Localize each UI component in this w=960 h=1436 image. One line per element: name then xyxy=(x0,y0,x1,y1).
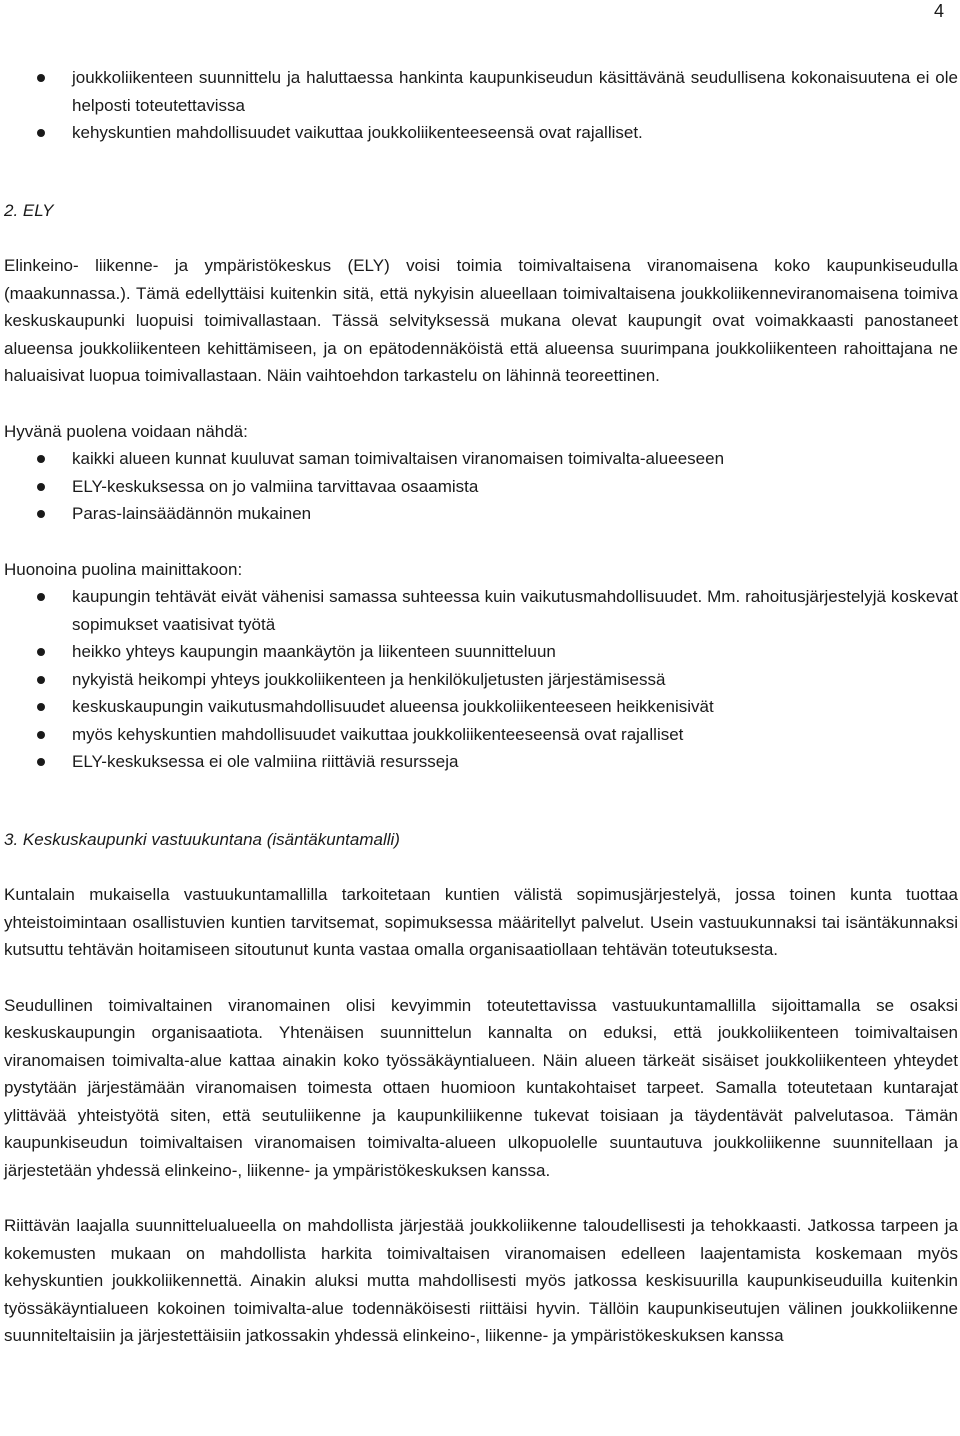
list-item: ELY-keskuksessa on jo valmiina tarvittavaa osaamista xyxy=(4,473,958,501)
bullet-icon xyxy=(37,593,45,601)
bullet-icon xyxy=(37,758,45,766)
section-3-paragraph-1: Kuntalain mukaisella vastuukuntamallilla tarkoitetaan kuntien välistä sopimusjärjestelyä, jossa toinen kunta tuottaa yhteistoimintaan osallistuvien kuntien tarvitsemat, sopimuksessa määritellyt palvelut. Usein vastuukunnaksi tai isäntäkunnaksi kutsuttu tehtävän hoitamiseen sitoutunut kunta vastaa omalla organisaatiollaan tehtävän toteutuksesta. xyxy=(4,885,958,959)
bullet-icon xyxy=(37,455,45,463)
pros-label: Hyvänä puolena voidaan nähdä: xyxy=(4,421,248,441)
section-3-heading: 3. Keskuskaupunki vastuukuntana (isäntäkuntamalli) xyxy=(4,829,400,849)
intro-bullet-list xyxy=(4,64,958,147)
list-item: Paras-lainsäädännön mukainen xyxy=(4,500,958,528)
bullet-icon xyxy=(37,676,45,684)
list-item: nykyistä heikompi yhteys joukkoliikenteen ja henkilökuljetusten järjestämisessä xyxy=(4,666,958,694)
list-item: joukkoliikenteen suunnittelu ja haluttaessa hankinta kaupunkiseudun käsittävänä seudullisena kokonaisuutena ei ole helposti toteutettavissa xyxy=(4,64,958,119)
list-item: kaupungin tehtävät eivät vähenisi samassa suhteessa kuin vaikutusmahdollisuudet. Mm. rahoitusjärjestelyjä koskevat sopimukset vaatisivat työtä xyxy=(4,583,958,638)
document-body xyxy=(4,64,958,1350)
bullet-icon xyxy=(37,648,45,656)
bullet-icon xyxy=(37,483,45,491)
bullet-icon xyxy=(37,129,45,137)
list-item: keskuskaupungin vaikutusmahdollisuudet alueensa joukkoliikenteeseen heikkenisivät xyxy=(4,693,958,721)
list-item: ELY-keskuksessa ei ole valmiina riittäviä resursseja xyxy=(4,748,958,776)
section-2-paragraph: Elinkeino- liikenne- ja ympäristökeskus (ELY) voisi toimia toimivaltaisena viranomaisena koko kaupunkiseudulla (maakunnassa.). Tämä edellyttäisi kuitenkin sitä, että nykyisin alueellaan toimivaltaisena joukkoliikenneviranomaisena toimiva keskuskaupunki luopuisi toimivallastaan. Tässä selvityksessä mukana olevat kaupungit ovat voimakkaasti panostaneet alueensa joukkoliikenteen kehittämiseen, ja on epätodennäköistä että alueensa suurimpana joukkoliikenteen rahoittajana ne haluaisivat luopua toimivallastaan. Näin vaihtoehdon tarkastelu on lähinnä teoreettinen. xyxy=(4,256,958,385)
bullet-icon xyxy=(37,703,45,711)
list-item: kaikki alueen kunnat kuuluvat saman toimivaltaisen viranomaisen toimivalta-alueeseen xyxy=(4,445,958,473)
section-2-heading: 2. ELY xyxy=(4,200,54,220)
bullet-icon xyxy=(37,731,45,739)
section-3-paragraph-3: Riittävän laajalla suunnittelualueella on mahdollista järjestää joukkoliikenne taloudellisesti ja tehokkaasti. Jatkossa tarpeen ja kokemusten mukaan on mahdollista harkita toimivaltaisen viranomaisen edelleen laajentamista koskemaan myös kehyskuntien joukkoliikennettä. Ainakin aluksi mutta mahdollisesti myös jatkossa keskisuurilla kaupunkiseuduilla kuitenkin työssäkäyntialueen kokoinen toimivalta-alue todennäköisesti riittäisi hyvin. Tällöin kaupunkiseutujen välinen joukkoliikenne suunniteltaisiin ja järjestettäisiin jatkossakin yhdessä elinkeino-, liikenne- ja ympäristökeskuksen kanssa xyxy=(4,1216,958,1345)
page-number: 4 xyxy=(933,1,944,21)
section-3-paragraph-2: Seudullinen toimivaltainen viranomainen olisi kevyimmin toteutettavissa vastuukuntamallilla sijoittamalla se osaksi keskuskaupungin organisaatiota. Yhtenäisen suunnittelun kannalta on eduksi, että joukkoliikenteen toimivaltaisen viranomaisen toimivalta-alue kattaa ainakin koko työssäkäyntialueen. Näin alueen tärkeät sisäiset joukkoliikenteen yhteydet pystytään järjestämään viranomaisen toimesta ottaen huomioon kuntakohtaiset tarpeet. Samalla toteutetaan kuntarajat ylittävää yhteistyötä siten, että seutuliikenne ja kaupunkiliikenne tukevat toisiaan ja täydentävät palvelutasoa. Tämän kaupunkiseudun toimivaltaisen viranomaisen toimivalta-alueen ulkopuolelle suuntautuva joukkoliikenne suunnitellaan ja järjestetään yhdessä elinkeino-, liikenne- ja ympäristökeskuksen kanssa. xyxy=(4,995,958,1180)
list-item: heikko yhteys kaupungin maankäytön ja liikenteen suunnitteluun xyxy=(4,638,958,666)
bullet-icon xyxy=(37,510,45,518)
bullet-icon xyxy=(37,74,45,82)
cons-label: Huonoina puolina mainittakoon: xyxy=(4,559,243,579)
pros-list xyxy=(4,445,958,528)
list-item: myös kehyskuntien mahdollisuudet vaikuttaa joukkoliikenteeseensä ovat rajalliset xyxy=(4,721,958,749)
cons-list xyxy=(4,583,958,776)
list-item: kehyskuntien mahdollisuudet vaikuttaa joukkoliikenteeseensä ovat rajalliset. xyxy=(4,119,958,147)
